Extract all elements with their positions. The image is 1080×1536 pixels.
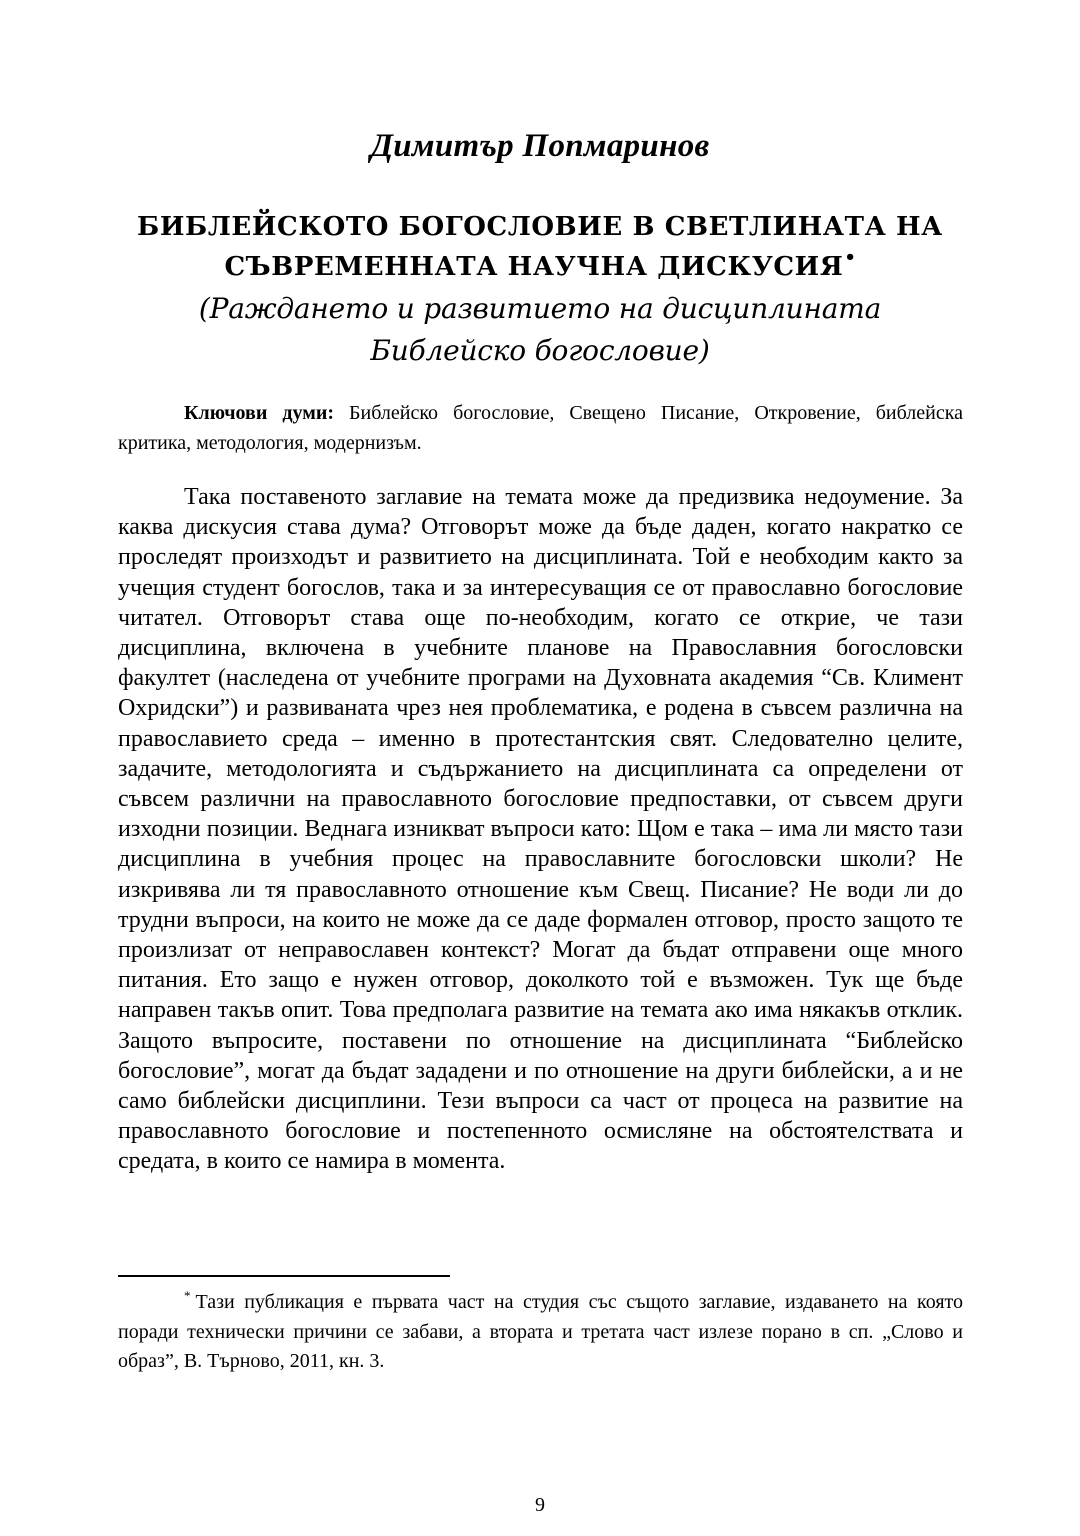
title-footnote-mark[interactable]: • [844,247,857,268]
footnote-mark: * [184,1288,191,1303]
title-line-1: БИБЛЕЙСКОТО БОГОСЛОВИЕ В СВЕТЛИНАТА НА [137,212,943,242]
footnote-separator [118,1275,450,1277]
subtitle-line-1: (Раждането и развитието на дисциплината [198,292,882,325]
keywords-paragraph [118,398,963,458]
subtitle-line-2: Библейско богословие) [370,334,710,367]
footnote-text: Тази публикация е първата част на студия със същото заглавие, издаването на която поради технически причини се забави, а втората и третата част излезе порано в сп. „Слово и образ”, В. Търново, 2011, кн. 3. [118,1291,963,1372]
title-line-2 [100,247,980,290]
page-number: 9 [535,1494,545,1516]
footnote [118,1288,963,1376]
article-subtitle [100,288,980,372]
article-title [100,207,980,290]
body-paragraph: Така поставеното заглавие на темата може да предизвика недоумение. За каква дискусия става дума? Отговорът може да бъде даден, когато накратко се проследят произходът и развитието на дисциплината. Той е необходим както за учещия студент богослов, така и за интересуващия се от православно богословие читател. Отговорът става още по-необходим, когато се открие, че тази дисциплина, включена в учебните планове на Православния богословски факултет (наследена от учебните програми на Духовната академия “Св. Климент Охридски”) и развиваната чрез нея проблематика, е родена в съвсем различна на православието среда – именно в протестантския свят. Следователно целите, задачите, методологията и съдържанието на дисциплината са определени от съвсем различни на православното богословие предпоставки, от съвсем други изходни позиции. Веднага изникват въпроси като: Щом е така – има ли място тази дисциплина в учебния процес на православните богословски школи? Не изкривява ли тя православното отношение към Свещ. Писание? Не води ли до трудни въпроси, на които не може да се даде формален отговор, просто защото те произлизат от неправославен контекст? Могат да бъдат отправени още много питания. Ето защо е нужен отговор, доколкото той е възможен. Тук ще бъде направен такъв опит. Това предполага развитие на темата ако има някакъв отклик. Защото въпросите, поставени по отношение на дисциплината “Библейско богословие”, могат да бъдат зададени и по отношение на други библейски, а и не само библейски дисциплини. Тези въпроси са част от процеса на развитие на православното богословие и постепенното осмисляне на обстоятелствата и средата, в които се намира в момента. [118,484,963,1175]
keywords-label: Ключови думи: [184,402,335,424]
keywords-text: Библейско богословие, Свещено Писание, Откровение, библейска критика, методология, модернизъм. [118,402,964,454]
title-line-2-text: СЪВРЕМЕННАТА НАУЧНА ДИСКУСИЯ [224,252,844,282]
author-name: Димитър Попмаринов [370,128,710,164]
